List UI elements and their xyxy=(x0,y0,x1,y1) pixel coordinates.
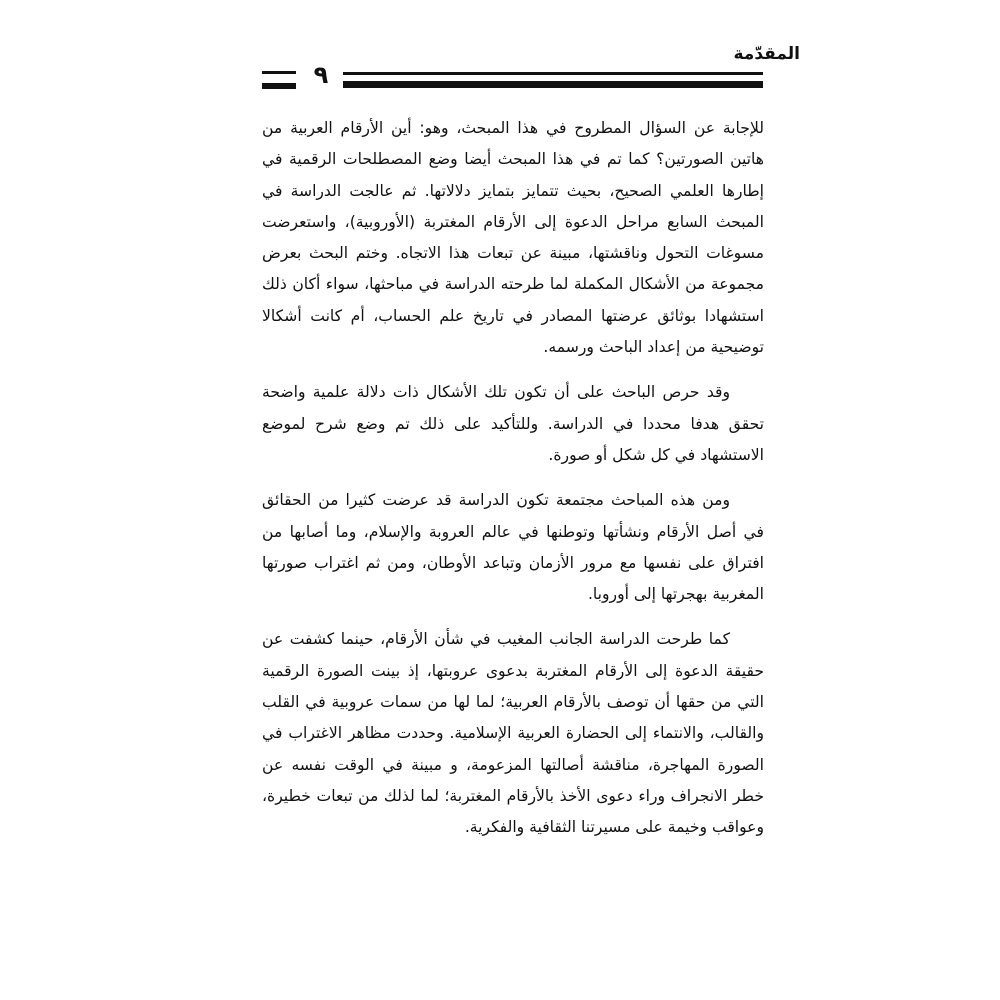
paragraph-4: كما طرحت الدراسة الجانب المغيب في شأن الأرقام، حينما كشفت عن حقيقة الدعوة إلى الأرقام المغتربة بدعوى عروبتها، إذ بينت الصورة الرقمية التي من حقها أن توصف بالأرقام العربية؛ لما لها من سمات عروبية في القلب والقالب، والانتماء إلى الحضارة العربية الإسلامية. وحددت مظاهر الاغتراب في الصورة المهاجرة، مناقشة أصالتها المزعومة، و مبينة في الوقت نفسه عن خطر الانجراف وراء دعوى الأخذ بالأرقام المغتربة؛ لما لذلك من تبعات خطيرة، وعواقب وخيمة على مسيرتنا الثقافية والفكرية. xyxy=(262,630,764,837)
running-title: المقدّمة xyxy=(733,44,800,64)
body-text xyxy=(262,113,764,858)
paragraph-1: للإجابة عن السؤال المطروح في هذا المبحث، وهو: أين الأرقام العربية من هاتين الصورتين؟ كما تم في هذا المبحث أيضا وضع المصطلحات الرقمية في إطارها العلمي الصحيح، بحيث تتمايز بتمايز دلالاتها. ثم عالجت الدراسة في المبحث السابع مراحل الدعوة إلى الأرقام المغتربة (الأوروبية)، واستعرضت مسوغات التحول وناقشتها، مبينة عن تبعات هذا الاتجاه. وختم البحث بعرض مجموعة من الأشكال المكملة لما طرحته الدراسة في مباحثها، سواء أكان ذلك استشهادا بوثائق عرضتها المصادر في تاريخ علم الحساب، أم كانت أشكالا توضيحية من إعداد الباحث ورسمه. xyxy=(262,119,764,357)
page-number: ٩ xyxy=(313,61,329,89)
header-rule-long xyxy=(343,72,763,88)
paragraph-3: ومن هذه المباحث مجتمعة تكون الدراسة قد عرضت كثيرا من الحقائق في أصل الأرقام ونشأتها وتوطنها في عالم العروبة والإسلام، وما أصابها من افتراق على نفسها مع مرور الأزمان وتباعد الأوطان، ومن ثم اغتراب صورتها المغربية بهجرتها إلى أوروبا. xyxy=(262,491,764,604)
header-rule-short xyxy=(262,71,296,89)
paragraph-2: وقد حرص الباحث على أن تكون تلك الأشكال ذات دلالة علمية واضحة تحقق هدفا محددا في الدراسة. وللتأكيد على ذلك تم وضع شرح لموضع الاستشهاد في كل شكل أو صورة. xyxy=(262,383,764,464)
